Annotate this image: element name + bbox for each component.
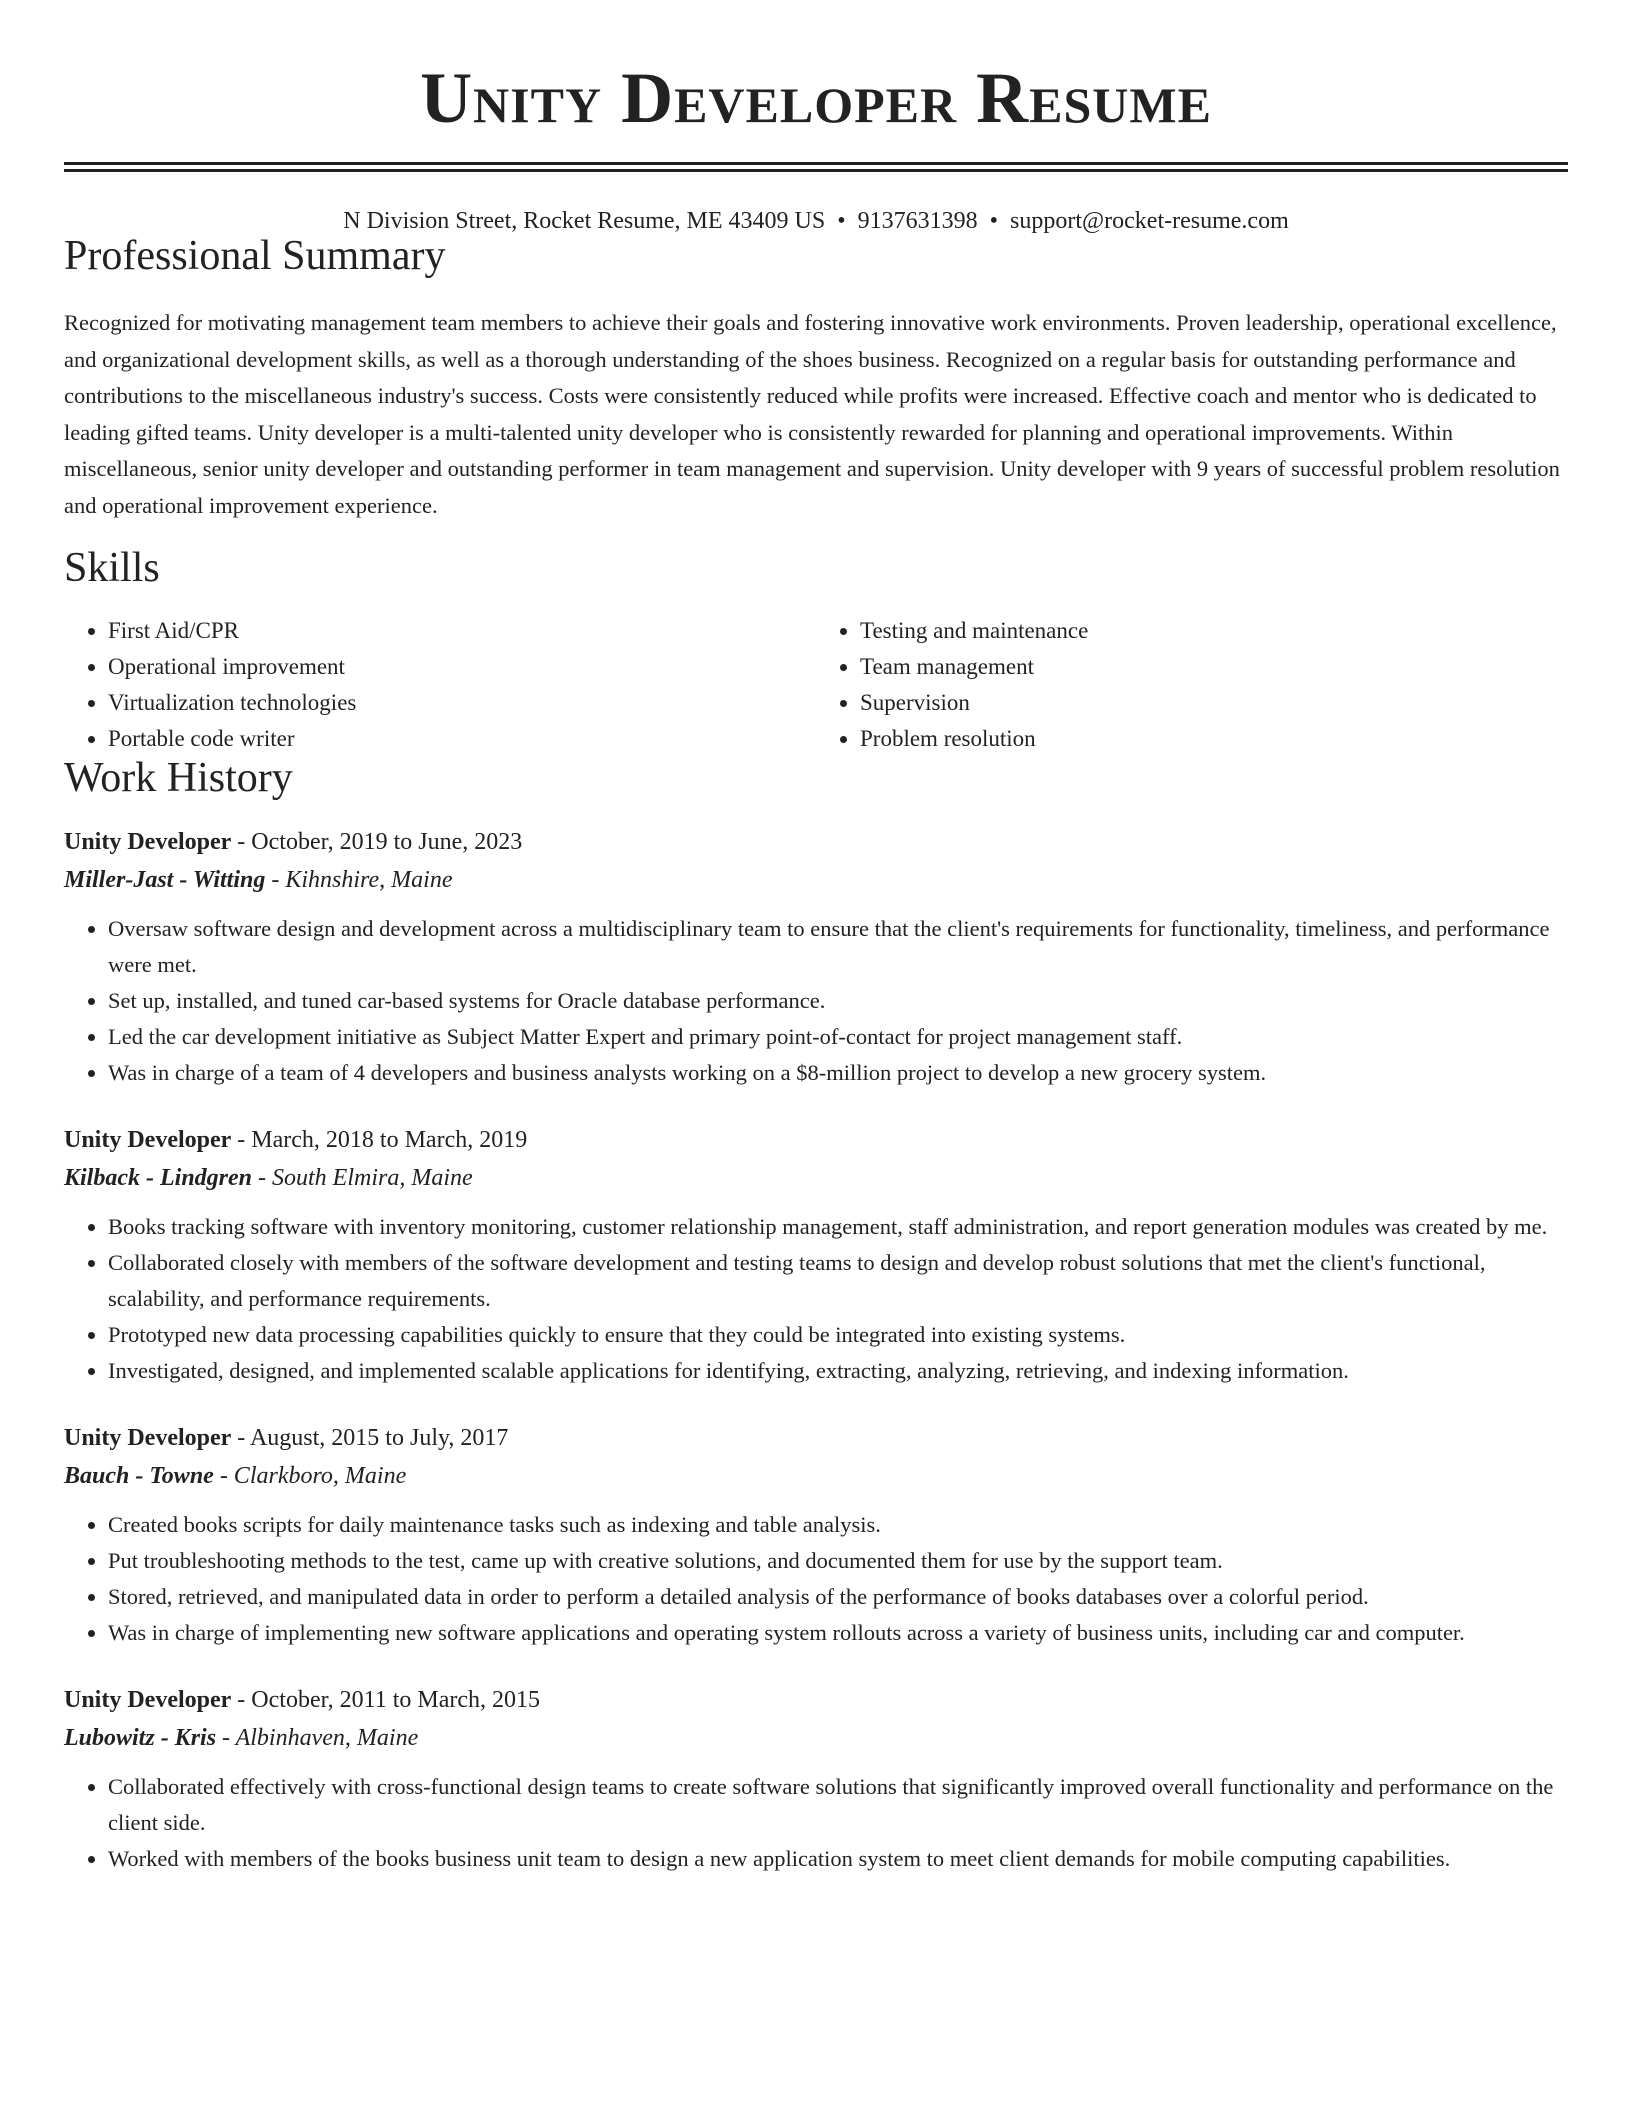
job-dates: - October, 2019 to June, 2023	[231, 828, 523, 855]
job-company: Kilback - Lindgren	[64, 1164, 253, 1191]
job-role: Unity Developer	[64, 1424, 232, 1451]
skill-item: • Operational improvement	[108, 649, 816, 685]
job-entry	[64, 1121, 1568, 1389]
skill-item: • Testing and maintenance	[860, 613, 1568, 649]
skills-left-list	[64, 613, 816, 757]
summary-text: Recognized for motivating management team members to achieve their goals and fostering innovative work environments. Proven leadership, operational excellence, and organizational development skills, as well as a thorough understanding of the shoes business. Recognized on a regular basis for outstanding performance and contributions to the miscellaneous industry's success. Costs were consistently reduced while profits were increased. Effective coach and mentor who is dedicated to leading gifted teams. Unity developer is a multi-talented unity developer who is consistently rewarded for planning and operational improvements. Within miscellaneous, senior unity developer and outstanding performer in team management and supervision. Unity developer with 9 years of successful problem resolution and operational improvement experience.	[64, 310, 1560, 518]
job-location: - Albinhaven, Maine	[216, 1724, 419, 1751]
contact-address: N Division Street, Rocket Resume, ME 43409 US	[343, 208, 826, 234]
job-bullet: • Collaborated effectively with cross-functional design teams to create software solutions that significantly improved overall functionality and performance on the client side.	[108, 1769, 1568, 1841]
contact-separator: •	[989, 208, 999, 234]
job-role: Unity Developer	[64, 1126, 232, 1153]
job-bullet: • Set up, installed, and tuned car-based systems for Oracle database performance.	[108, 983, 1568, 1019]
job-location: - Kihnshire, Maine	[265, 866, 453, 893]
title-double-rule	[64, 162, 1568, 172]
contact-line	[64, 208, 1568, 235]
job-bullets	[64, 1209, 1568, 1389]
skill-item: • Virtualization technologies	[108, 685, 816, 721]
job-dates: - October, 2011 to March, 2015	[231, 1686, 541, 1713]
job-role: Unity Developer	[64, 1686, 232, 1713]
skills-right-list	[816, 613, 1568, 757]
job-entry	[64, 1681, 1568, 1877]
job-bullet: • Was in charge of implementing new software applications and operating system rollouts across a variety of business units, including car and computer.	[108, 1615, 1568, 1651]
job-company-line	[64, 1159, 1568, 1197]
job-location: - Clarkboro, Maine	[213, 1462, 407, 1489]
work-history-heading: Work History	[64, 754, 293, 801]
job-bullets	[64, 911, 1568, 1091]
job-bullet: • Stored, retrieved, and manipulated data in order to perform a detailed analysis of the performance of books databases over a colorful period.	[108, 1579, 1568, 1615]
job-entry	[64, 823, 1568, 1091]
job-bullet: • Put troubleshooting methods to the test, came up with creative solutions, and documented them for use by the support team.	[108, 1543, 1568, 1579]
job-title-line	[64, 823, 1568, 861]
skill-item: • Supervision	[860, 685, 1568, 721]
job-title-line	[64, 1681, 1568, 1719]
job-company-line	[64, 1719, 1568, 1757]
job-bullet: • Created books scripts for daily maintenance tasks such as indexing and table analysis.	[108, 1507, 1568, 1543]
job-company-line	[64, 1457, 1568, 1495]
job-company: Miller-Jast - Witting	[64, 866, 266, 893]
job-bullets	[64, 1507, 1568, 1651]
job-dates: - August, 2015 to July, 2017	[231, 1424, 509, 1451]
job-company: Lubowitz - Kris	[64, 1724, 217, 1751]
skills-columns	[64, 613, 1568, 757]
skill-item: • Problem resolution	[860, 721, 1568, 757]
summary-heading: Professional Summary	[64, 233, 446, 279]
job-title-line	[64, 1419, 1568, 1457]
skill-item: • First Aid/CPR	[108, 613, 816, 649]
job-bullet: • Prototyped new data processing capabilities quickly to ensure that they could be integrated into existing systems.	[108, 1317, 1568, 1353]
skills-heading: Skills	[64, 544, 160, 591]
job-bullet: • Worked with members of the books business unit team to design a new application system to meet client demands for mobile computing capabilities.	[108, 1841, 1568, 1877]
job-bullet: • Oversaw software design and development across a multidisciplinary team to ensure that the client's requirements for functionality, timeliness, and performance were met.	[108, 911, 1568, 983]
skill-item: • Team management	[860, 649, 1568, 685]
job-dates: - March, 2018 to March, 2019	[231, 1126, 528, 1153]
job-bullets	[64, 1769, 1568, 1877]
contact-phone: 9137631398	[857, 208, 978, 234]
contact-separator: •	[837, 208, 846, 234]
job-bullet: • Collaborated closely with members of the software development and testing teams to design and develop robust solutions that met the client's functional, scalability, and performance requirements.	[108, 1245, 1568, 1317]
job-entry	[64, 1419, 1568, 1651]
job-role: Unity Developer	[64, 828, 232, 855]
job-location: - South Elmira, Maine	[252, 1164, 473, 1191]
job-bullet: • Led the car development initiative as Subject Matter Expert and primary point-of-contact for project management staff.	[108, 1019, 1568, 1055]
job-title-line	[64, 1121, 1568, 1159]
job-company: Bauch - Towne	[64, 1462, 214, 1489]
skill-item: • Portable code writer	[108, 721, 816, 757]
job-company-line	[64, 861, 1568, 899]
job-bullet: • Investigated, designed, and implemented scalable applications for identifying, extracting, analyzing, retrieving, and indexing information.	[108, 1353, 1568, 1389]
contact-email: support@rocket-resume.com	[1010, 208, 1289, 234]
job-bullet: • Books tracking software with inventory monitoring, customer relationship management, staff administration, and report generation modules was created by me.	[108, 1209, 1568, 1245]
resume-title: Unity Developer Resume	[420, 58, 1212, 138]
job-bullet: • Was in charge of a team of 4 developers and business analysts working on a $8-million project to develop a new grocery system.	[108, 1055, 1568, 1091]
